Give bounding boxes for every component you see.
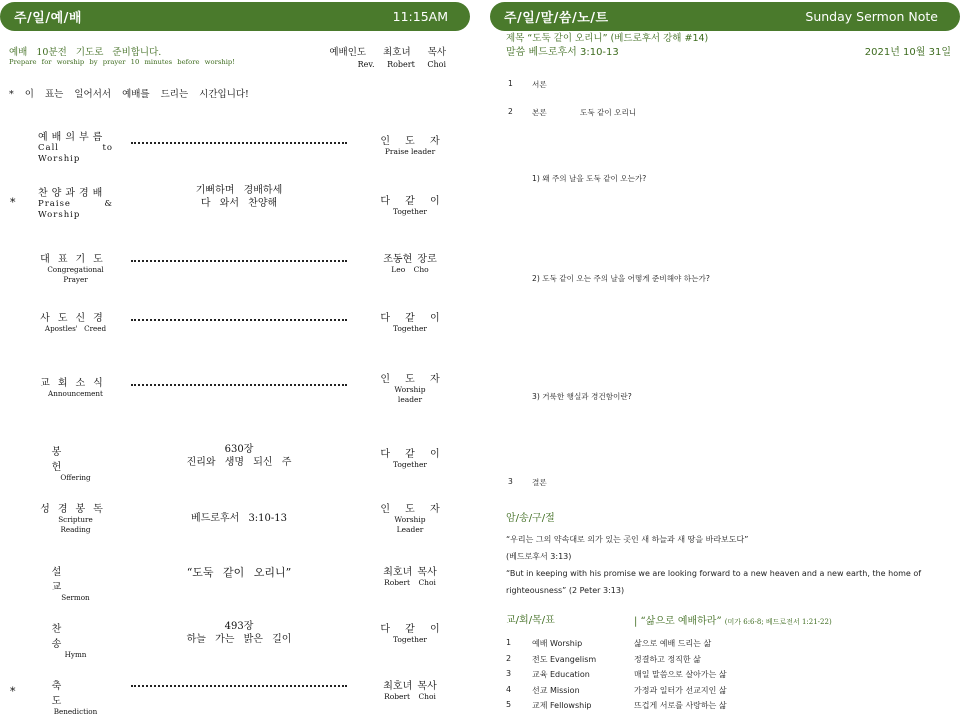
order-item-who-en: Robert Choi <box>384 578 436 587</box>
vision-item <box>506 669 727 685</box>
memory-verse-heading: 암/송/구/절 <box>506 513 555 524</box>
worship-leader-ko: 예배인도 최호녀 목사 <box>329 47 446 58</box>
memory-verse <box>506 531 956 599</box>
order-item-who-en: Together <box>392 460 428 469</box>
order-item-who-en2: Leader <box>396 525 424 534</box>
sermon-scripture: 말씀 베드로후서 3:10-13 <box>506 47 619 58</box>
outline-intro: 서론 <box>532 80 547 89</box>
order-item-who-en: Together <box>392 207 428 216</box>
order-item-name-ko: 찬송 <box>51 624 110 650</box>
order-item-name-ko: 축도 <box>51 681 110 707</box>
order-item-name-en: Hymn <box>64 650 87 659</box>
standing-star: * <box>10 685 16 698</box>
order-item-who-ko: 다 같 이 <box>380 624 440 635</box>
vision-item <box>506 685 727 701</box>
order-item-detail-line1: 493장 <box>224 621 254 632</box>
order-item-who-en: Praise leader <box>384 147 436 156</box>
worship-leader-en: Rev. Robert Choi <box>357 60 446 69</box>
order-item-name <box>38 443 113 483</box>
vision-item-number: 3 <box>506 669 512 678</box>
outline-point: 1) 왜 주의 날을 도둑 같이 오는가? <box>532 174 647 183</box>
order-item-who-ko: 최호녀 목사 <box>383 681 437 692</box>
order-item-detail-line2: 진리와 생명 되신 주 <box>186 457 292 468</box>
order-item-name-ko: 대표기도 <box>40 254 111 265</box>
order-item-detail-line1: 630장 <box>224 444 254 455</box>
memory-verse-ko-ref: (베드로후서 3:13) <box>506 552 572 561</box>
order-item-detail-line1: “도둑 같이 오리니” <box>186 566 292 579</box>
order-item-who-en2: leader <box>397 395 423 404</box>
sermon-note-subtitle: Sunday Sermon Note <box>805 9 938 24</box>
vision-item-area: 교제 Fellowship <box>532 701 592 710</box>
vision-item-desc: 뜨겁게 서로를 사랑하는 삶 <box>634 701 727 710</box>
order-item-name-ko: 설교 <box>51 567 110 593</box>
order-item-name-en: Scripture <box>58 515 93 524</box>
order-item-who-ko: 다 같 이 <box>380 196 440 207</box>
order-item-name <box>38 309 113 334</box>
outline-body: 본론 <box>532 108 547 117</box>
outline-conclusion-number: 3 <box>508 477 513 486</box>
vision-item <box>506 638 727 654</box>
order-item-who-en: Worship <box>394 515 426 524</box>
outline-conclusion: 결론 <box>532 478 547 487</box>
worship-order-title: 주/일/예/배 <box>14 11 82 26</box>
order-item-detail <box>131 184 347 210</box>
outline-intro-number: 1 <box>508 79 513 88</box>
order-item-name-ko: 교회소식 <box>40 378 111 389</box>
order-item-who-ko: 인 도 자 <box>380 374 440 385</box>
order-item-name-ko: 봉헌 <box>51 447 110 473</box>
order-item-name-en: Sermon <box>61 593 90 602</box>
order-item-name <box>38 250 113 285</box>
order-item-name-en: Offering <box>60 473 91 482</box>
order-item-who-ko: 다 같 이 <box>380 313 440 324</box>
order-item-who <box>376 563 444 588</box>
order-item-name-en: Apostles' Creed <box>44 324 107 333</box>
order-item-name-ko: 성경봉독 <box>40 504 111 515</box>
order-item-detail <box>131 620 347 646</box>
order-item-detail <box>131 566 347 579</box>
order-item-name-en2: Reading <box>60 525 91 534</box>
order-item-name-ko: 사도신경 <box>40 313 111 324</box>
vision-theme <box>634 612 832 627</box>
order-item-who-en: Worship <box>394 385 426 394</box>
order-item-detail <box>131 512 347 525</box>
order-item-name-ko: 찬양과경배 <box>38 188 107 199</box>
sermon-date: 2021년 10월 31일 <box>864 47 951 58</box>
outline-body-number: 2 <box>508 107 513 116</box>
vision-item-desc: 삶으로 예배 드리는 삶 <box>634 639 712 648</box>
vision-item-number: 4 <box>506 684 512 694</box>
vision-item-number: 2 <box>506 653 512 663</box>
memory-verse-ko: “우리는 그의 약속대로 의가 있는 곳인 새 하늘과 새 땅을 바라보도다” <box>506 535 749 544</box>
worship-order-header <box>0 2 470 31</box>
outline-body-title: 도둑 같이 오리니 <box>580 108 637 117</box>
order-item-name <box>38 677 113 717</box>
vision-item-desc: 정결하고 정직한 삶 <box>634 654 701 664</box>
order-item-name <box>38 128 113 165</box>
order-item-who <box>376 500 444 535</box>
standing-star: * <box>10 196 16 209</box>
dotted-leader <box>131 142 347 144</box>
order-item-who <box>376 132 444 157</box>
order-item-detail-line2: 하늘 가는 밝은 길이 <box>186 634 292 645</box>
order-item-name <box>38 500 113 535</box>
prepare-text-en: Prepare for worship by prayer 10 minutes before worship! <box>9 58 235 66</box>
order-item-who <box>376 309 444 334</box>
order-item-name <box>38 184 113 221</box>
order-item-who-en: Leo Cho <box>391 265 429 274</box>
memory-verse-en: “But in keeping with his promise we are looking forward to a new heaven and a new earth, the home of righteousness” (2 Peter 3:13) <box>506 569 922 595</box>
order-item-who <box>376 370 444 405</box>
order-item-who-en: Together <box>392 635 428 644</box>
order-item-name <box>38 620 113 660</box>
dotted-leader <box>131 384 347 386</box>
order-item-name-ko: 예배의부름 <box>38 132 107 143</box>
order-item-who-en: Together <box>392 324 428 333</box>
worship-leader <box>329 44 446 69</box>
order-item-name-en: Praise & Worship <box>38 199 113 220</box>
order-item-who-ko: 인 도 자 <box>380 504 440 515</box>
order-item-who-ko: 최호녀 목사 <box>383 567 437 578</box>
vision-item-area: 선교 Mission <box>532 685 580 695</box>
vision-item-area: 교육 Education <box>532 670 590 679</box>
order-item-who <box>376 620 444 645</box>
vision-item-area: 전도 Evangelism <box>532 654 597 664</box>
vision-item <box>506 654 727 670</box>
dotted-leader <box>131 319 347 321</box>
vision-item-area: 예배 Worship <box>532 639 583 648</box>
order-item-name-en: Call to Worship <box>38 143 113 164</box>
order-item-who <box>376 445 444 470</box>
outline-point: 2) 도둑 같이 오는 주의 날을 어떻게 준비해야 하는가? <box>532 274 710 283</box>
vision-item-number: 5 <box>506 700 512 709</box>
order-item-who-ko: 다 같 이 <box>380 449 440 460</box>
vision-list <box>506 638 727 716</box>
vision-item-number: 1 <box>506 638 512 647</box>
order-item-name-en: Announcement <box>48 389 103 398</box>
vision-heading: 교/회/목/표 <box>506 615 555 626</box>
standing-note: * 이 표는 일어서서 예배를 드리는 시간입니다! <box>9 89 249 100</box>
order-item-name-en: Benediction <box>53 707 98 716</box>
order-item-who-ko: 조동현 장로 <box>383 254 437 265</box>
vision-theme-text: | “삶으로 예배하라” <box>634 616 722 627</box>
outline-point: 3) 거룩한 행실과 경건함이란? <box>532 392 632 401</box>
order-item-who-en: Robert Choi <box>384 692 436 701</box>
order-item-who-ko: 인 도 자 <box>380 136 440 147</box>
order-item-detail-line2: 다 와서 찬양해 <box>200 198 278 209</box>
order-item-name-en: Congregational Prayer <box>47 265 104 284</box>
vision-item-desc: 매일 말씀으로 살아가는 삶 <box>634 670 727 679</box>
sermon-title: 제목 “도둑 같이 오리니” (베드로후서 강해 #14) <box>506 33 709 44</box>
order-item-who <box>376 677 444 702</box>
sermon-note-header <box>490 2 960 31</box>
vision-item <box>506 700 727 716</box>
order-item-detail-line1: 기뻐하며 경배하세 <box>195 185 283 196</box>
order-item-name <box>38 563 113 603</box>
sermon-note-title: 주/일/말/씀/노/트 <box>504 11 609 26</box>
dotted-leader <box>131 685 347 687</box>
vision-item-desc: 가정과 일터가 선교지인 삶 <box>634 685 727 695</box>
vision-theme-ref: (미가 6:6-8; 베드로전서 1:21-22) <box>724 618 832 626</box>
order-item-who <box>376 250 444 275</box>
worship-time: 11:15AM <box>392 9 448 24</box>
order-item-name <box>38 374 113 399</box>
dotted-leader <box>131 260 347 262</box>
order-item-who <box>376 192 444 217</box>
order-item-detail <box>131 443 347 469</box>
prepare-text-ko: 예배 10분전 기도로 준비합니다. <box>9 47 162 58</box>
order-item-detail-line1: 베드로후서 3:10-13 <box>190 513 288 524</box>
